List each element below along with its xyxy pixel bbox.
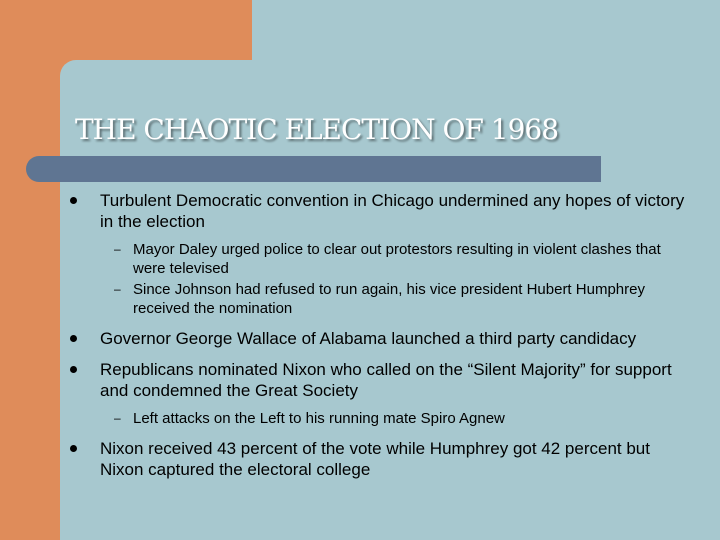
bullet-list: [70, 190, 690, 480]
sub-bullet-list: [100, 240, 690, 318]
sub-bullet-text: Mayor Daley urged police to clear out protestors resulting in violent clashes that were televised: [133, 241, 661, 277]
bullet-text: Turbulent Democratic convention in Chicago undermined any hopes of victory in the election: [100, 191, 685, 231]
sub-bullet-item: [100, 280, 690, 318]
bullet-dot-icon: [70, 445, 77, 452]
title-bar: [26, 156, 601, 182]
bullet-item: [70, 359, 690, 428]
bullet-dot-icon: [70, 197, 77, 204]
bullet-item: [70, 438, 690, 480]
sub-bullet-text: Left attacks on the Left to his running mate Spiro Agnew: [133, 410, 505, 427]
slide-title: THE CHAOTIC ELECTION OF 1968: [75, 113, 559, 146]
sub-bullet-item: [100, 240, 690, 278]
dash-icon: –: [114, 282, 121, 296]
dash-icon: –: [114, 242, 121, 256]
sub-bullet-text: Since Johnson had refused to run again, his vice president Hubert Humphrey received the nomination: [133, 281, 645, 317]
bullet-item: [70, 328, 690, 349]
bullet-text: Republicans nominated Nixon who called on the “Silent Majority” for support and condemned the Great Society: [100, 360, 672, 400]
bullet-text: Nixon received 43 percent of the vote while Humphrey got 42 percent but Nixon captured the electoral college: [100, 439, 650, 479]
bullet-dot-icon: [70, 335, 77, 342]
bullet-item: [70, 190, 690, 318]
bullet-text: Governor George Wallace of Alabama launched a third party candidacy: [100, 329, 637, 348]
sub-bullet-item: [100, 409, 690, 428]
dash-icon: –: [114, 411, 121, 425]
bullet-dot-icon: [70, 366, 77, 373]
sub-bullet-list: [100, 409, 690, 428]
